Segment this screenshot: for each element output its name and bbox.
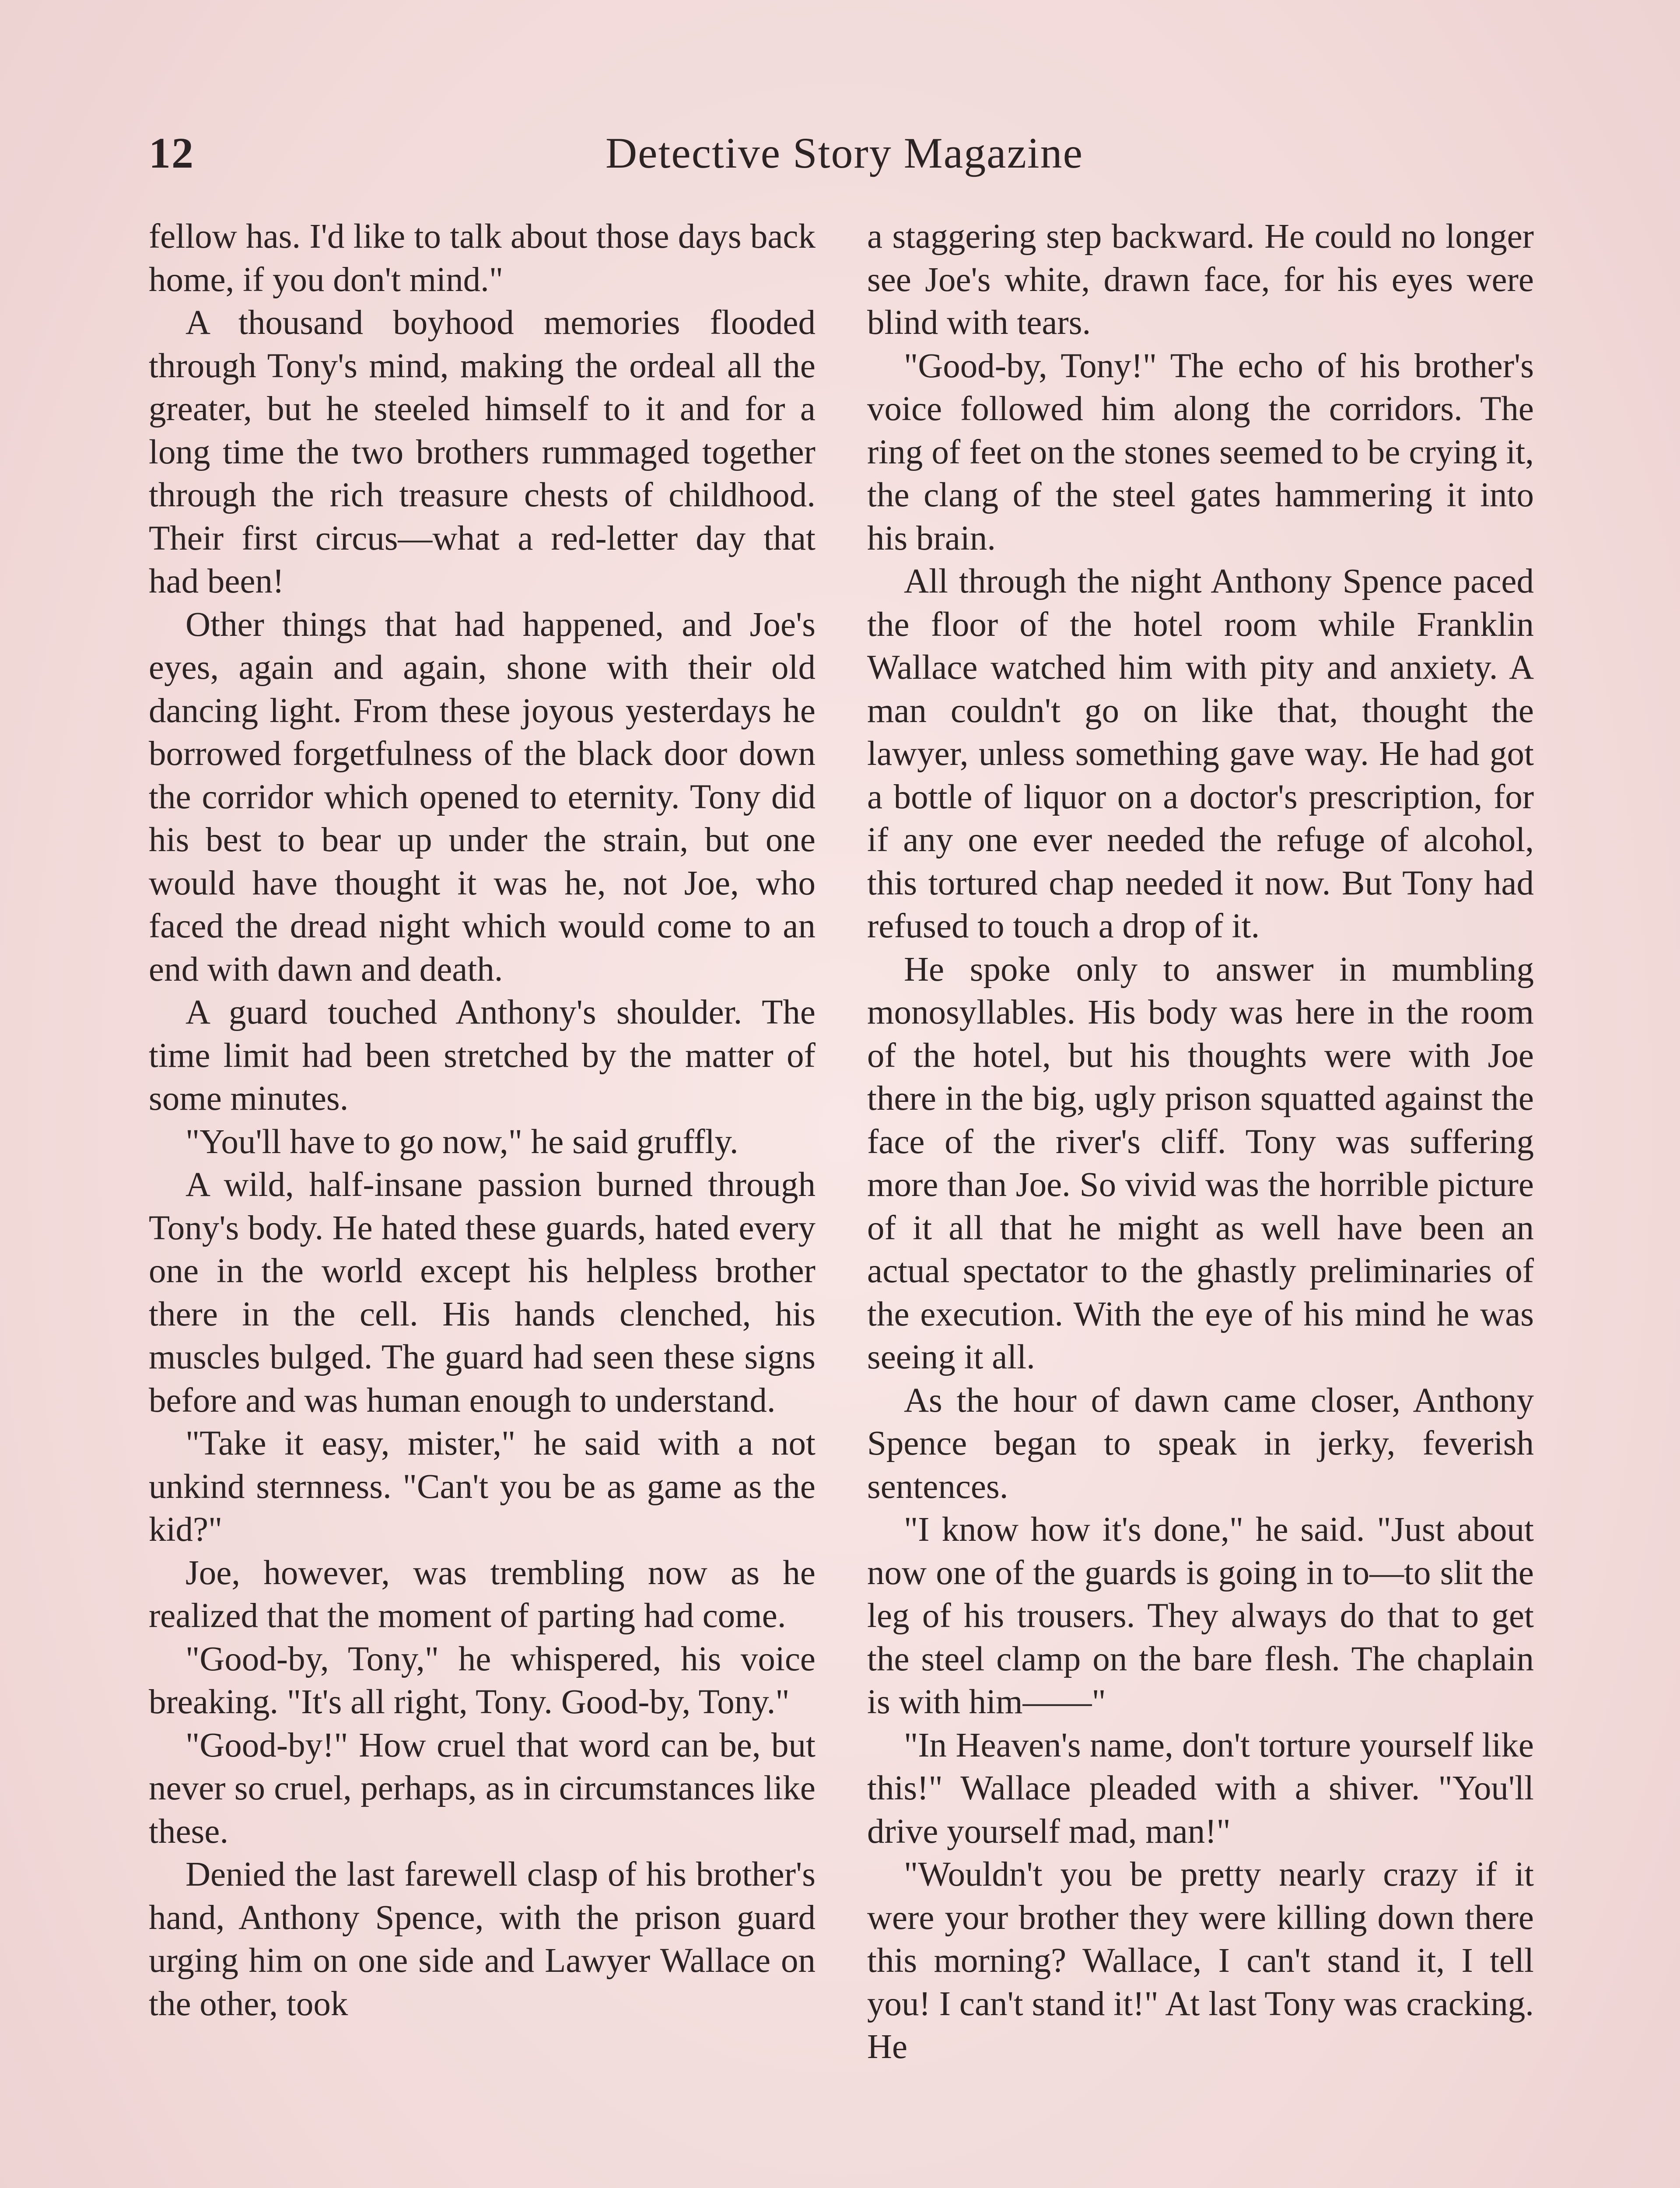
paragraph: a staggering step backward. He could no longer see Joe's white, drawn face, for his eyes were blind with tears.	[867, 217, 1534, 342]
paragraph: "Take it easy, mister," he said with a not unkind sternness. "Can't you be as game as the kid?"	[149, 1424, 816, 1549]
text-column-left	[149, 215, 816, 2188]
paragraph: A wild, half-insane passion burned through Tony's body. He hated these guards, hated every one in the world except his helpless brother there in the cell. His hands clenched, his muscles bulged. The guard had seen these signs before and was human enough to understand.	[149, 1166, 816, 1420]
paragraph: All through the night Anthony Spence paced the floor of the hotel room while Franklin Wallace watched him with pity and anxiety. A man couldn't go on like that, thought the lawyer, unless something gave way. He had got a bottle of liquor on a doctor's prescription, for if any one ever needed the refuge of alcohol, this tortured chap needed it now. But Tony had refused to touch a drop of it.	[867, 562, 1534, 945]
running-title: Detective Story Magazine	[605, 129, 1084, 177]
paragraph: A guard touched Anthony's shoulder. The time limit had been stretched by the matter of some minutes.	[149, 993, 816, 1118]
paragraph: Joe, however, was trembling now as he realized that the moment of parting had come.	[149, 1553, 816, 1635]
paragraph: As the hour of dawn came closer, Anthony Spence began to speak in jerky, feverish sentences.	[867, 1381, 1534, 1506]
paragraph: "I know how it's done," he said. "Just about now one of the guards is going in to—to slit the leg of his trousers. They always do that to get the steel clamp on the bare flesh. The chaplain is with him——"	[867, 1511, 1534, 1721]
paragraph: "You'll have to go now," he said gruffly.	[186, 1122, 738, 1161]
paragraph: "In Heaven's name, don't torture yourself like this!" Wallace pleaded with a shiver. "You'll drive yourself mad, man!"	[867, 1726, 1534, 1851]
paragraph: fellow has. I'd like to talk about those days back home, if you don't mind."	[149, 217, 816, 299]
paragraph: A thousand boyhood memories flooded through Tony's mind, making the ordeal all the greater, but he steeled himself to it and for a long time the two brothers rummaged together through the rich treasure chests of childhood. Their first circus—what a red-letter day that had been!	[149, 304, 816, 600]
paragraph: "Good-by, Tony!" The echo of his brother's voice followed him along the corridors. The ring of feet on the stones seemed to be crying it, the clang of the steel gates hammering it into his brain.	[867, 347, 1534, 558]
paragraph: "Good-by!" How cruel that word can be, but never so cruel, perhaps, as in circumstances like these.	[149, 1726, 816, 1851]
paragraph: Other things that had happened, and Joe's eyes, again and again, shone with their old dancing light. From these joyous yesterdays he borrowed forgetfulness of the black door down the corridor which opened to eternity. Tony did his best to bear up under the strain, but one would have thought it was he, not Joe, who faced the dread night which would come to an end with dawn and death.	[149, 605, 816, 989]
page-number: 12	[149, 129, 194, 177]
paragraph: Denied the last farewell clasp of his brother's hand, Anthony Spence, with the prison guard urging him on one side and Lawyer Wallace on the other, took	[149, 1855, 816, 2023]
paragraph: "Wouldn't you be pretty nearly crazy if it were your brother they were killing down there this morning? Wallace, I can't stand it, I tell you! I can't stand it!" At last Tony was cracking. He	[867, 1855, 1534, 2066]
paragraph: He spoke only to answer in mumbling monosyllables. His body was here in the room of the hotel, but his thoughts were with Joe there in the big, ugly prison squatted against the face of the river's cliff. Tony was suffering more than Joe. So vivid was the horrible picture of it all that he might as well have been an actual spectator to the ghastly preliminaries of the execution. With the eye of his mind he was seeing it all.	[867, 950, 1534, 1376]
text-column-right	[867, 215, 1534, 2188]
page-header	[149, 128, 1540, 198]
paragraph: "Good-by, Tony," he whispered, his voice breaking. "It's all right, Tony. Good-by, Tony."	[149, 1640, 816, 1721]
